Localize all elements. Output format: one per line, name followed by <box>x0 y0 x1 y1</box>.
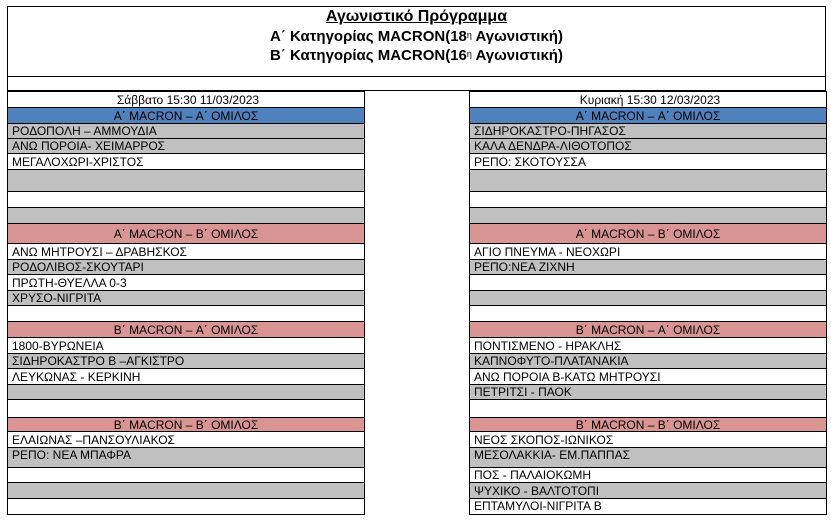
match-row: ΠΡΩΤΗ-ΘΥΕΛΛΑ 0-3 <box>8 275 364 291</box>
group-header: Β΄ MACRON – Β΄ ΟΜΙΛΟΣ <box>8 418 364 432</box>
match-row <box>470 291 826 306</box>
match-row <box>470 170 826 192</box>
group-header: Α΄ MACRON – Β΄ ΟΜΙΛΟΣ <box>470 224 826 244</box>
group-header: Α΄ MACRON – Β΄ ΟΜΙΛΟΣ <box>8 224 364 244</box>
match-row <box>8 208 364 224</box>
match-row: ΑΝΩ ΠΟΡΟΙΑ- ΧΕΙΜΑΡΡΟΣ <box>8 139 364 154</box>
match-row: ΣΙΔΗΡΟΚΑΣΤΡΟ-ΠΗΓΑΣΟΣ <box>470 124 826 139</box>
match-row: ΜΕΣΟΛΑΚΚΙΑ- ΕΜ.ΠΑΠΠΑΣ <box>470 448 826 468</box>
match-row: ΑΝΩ ΜΗΤΡΟΥΣΙ – ΔΡΑΒΗΣΚΟΣ <box>8 244 364 260</box>
match-row: ΑΓΙΟ ΠΝΕΥΜΑ - ΝΕΟΧΩΡΙ <box>470 244 826 260</box>
match-row <box>8 468 364 483</box>
match-row: ΨΥΧΙΚΟ - ΒΑΛΤΟΤΟΠΙ <box>470 483 826 499</box>
group-header: Β΄ MACRON – Β΄ ΟΜΙΛΟΣ <box>470 418 826 432</box>
match-row: ΚΑΠΝΟΦΥΤΟ-ΠΛΑΤΑΝΑΚΙΑ <box>470 354 826 369</box>
match-row: 1800-ΒΥΡΩΝΕΙΑ <box>8 338 364 354</box>
saturday-column <box>7 91 365 515</box>
match-row: ΠΟΣ - ΠΑΛΑΙΟΚΩΜΗ <box>470 468 826 483</box>
match-row <box>470 192 826 208</box>
category-b-line: Β΄ Κατηγορίας $MACRON(16^\eta$ Αγωνιστική) <box>270 47 563 64</box>
match-row <box>8 400 364 418</box>
match-row <box>470 400 826 418</box>
sunday-date: Κυριακή 15:30 12/03/2023 <box>470 92 826 108</box>
match-row: ΡΟΔΟΠΟΛΗ – ΑΜΜΟΥΔΙΑ <box>8 124 364 139</box>
group-header: Β΄ MACRON – Α΄ ΟΜΙΛΟΣ <box>470 322 826 338</box>
match-row: ΑΝΩ ΠΟΡΟΙΑ Β-ΚΑΤΩ ΜΗΤΡΟΥΣΙ <box>470 369 826 385</box>
match-row: ΧΡΥΣΟ-ΝΙΓΡΙΤΑ <box>8 291 364 306</box>
header-spacer <box>7 77 826 91</box>
match-row: ΣΙΔΗΡΟΚΑΣΤΡΟ Β –ΑΓΚΙΣΤΡΟ <box>8 354 364 369</box>
sunday-column <box>469 91 827 515</box>
match-row: ΛΕΥΚΩΝΑΣ - ΚΕΡΚΙΝΗ <box>8 369 364 385</box>
match-row <box>8 192 364 208</box>
match-row: ΠΟΝΤΙΣΜΕΝΟ - ΗΡΑΚΛΗΣ <box>470 338 826 354</box>
match-row <box>8 499 364 514</box>
match-row <box>8 483 364 499</box>
match-row <box>8 170 364 192</box>
match-row: ΜΕΓΑΛΟΧΩΡΙ-ΧΡΙΣΤΟΣ <box>8 154 364 170</box>
match-row: ΡΕΠΟ: ΣΚΟΤΟΥΣΣΑ <box>470 154 826 170</box>
match-row <box>8 385 364 400</box>
category-a-line: Α΄ Κατηγορίας $MACRON(18^\eta$ Αγωνιστική) <box>270 28 563 45</box>
page-title: Αγωνιστικό Πρόγραμμα <box>325 8 508 25</box>
match-row: ΡΕΠΟ: ΝΕΑ ΜΠΑΦΡΑ <box>8 448 364 468</box>
group-header: Α΄ MACRON – Α΄ ΟΜΙΛΟΣ <box>470 108 826 124</box>
match-row: ΡΕΠΟ:ΝΕΑ ΖΙΧΝΗ <box>470 260 826 275</box>
match-row: ΚΑΛΑ ΔΕΝΔΡΑ-ΛΙΘΟΤΟΠΟΣ <box>470 139 826 154</box>
saturday-date: Σάββατο 15:30 11/03/2023 <box>8 92 364 108</box>
match-row <box>470 208 826 224</box>
match-row: ΡΟΔΟΛΙΒΟΣ-ΣΚΟΥΤΑΡΙ <box>8 260 364 275</box>
match-row: ΕΠΤΑΜΥΛΟΙ-ΝΙΓΡΙΤΑ Β <box>470 499 826 514</box>
schedule-header <box>7 6 826 77</box>
match-row: ΠΕΤΡΙΤΣΙ - ΠΑΟΚ <box>470 385 826 400</box>
match-row: ΝΕΟΣ ΣΚΟΠΟΣ-ΙΩΝΙΚΟΣ <box>470 432 826 448</box>
match-row <box>470 306 826 322</box>
group-header: Α΄ MACRON – Α΄ ΟΜΙΛΟΣ <box>8 108 364 124</box>
group-header: Β΄ MACRON – Α΄ ΟΜΙΛΟΣ <box>8 322 364 338</box>
match-row: ΕΛΑΙΩΝΑΣ –ΠΑΝΣΟΥΛΙΑΚΟΣ <box>8 432 364 448</box>
match-row <box>470 275 826 291</box>
match-row <box>8 306 364 322</box>
